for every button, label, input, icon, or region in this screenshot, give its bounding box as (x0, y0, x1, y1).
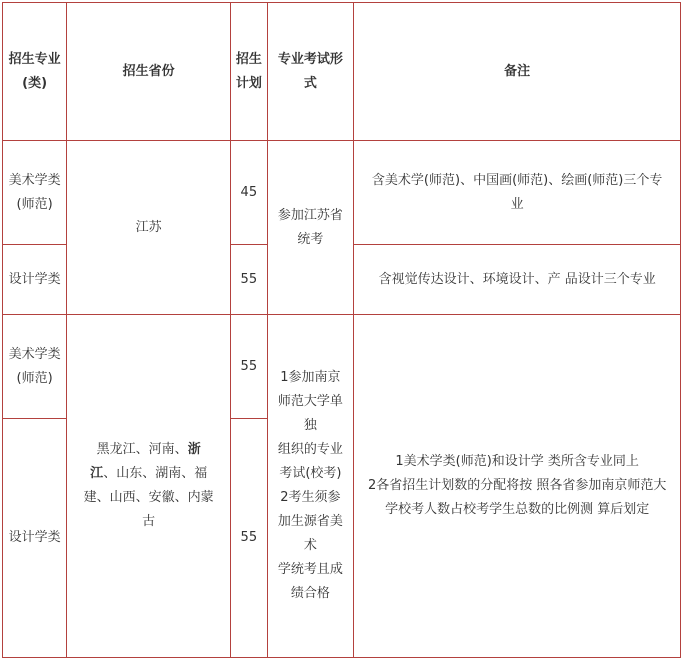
remarks-cell: 含视觉传达设计、环境设计、产 品设计三个专业 (354, 245, 681, 315)
exam-form-cell (267, 315, 354, 658)
provinces-cell: 江苏 (67, 141, 231, 315)
major-cell: 美术学类(师范) (3, 141, 67, 245)
provinces-text: 、山东、湖南、福建、山西、安徽、内蒙古 (83, 466, 214, 529)
header-provinces: 招生省份 (67, 3, 231, 141)
major-cell: 设计学类 (3, 419, 67, 658)
table-row (3, 141, 681, 245)
plan-cell: 45 (231, 141, 267, 245)
provinces-cell (67, 315, 231, 658)
header-exam-form: 专业考试形式 (267, 3, 354, 141)
major-cell: 设计学类 (3, 245, 67, 315)
plan-cell: 55 (231, 419, 267, 658)
provinces-highlight: 浙 (187, 442, 201, 457)
remarks-cell (354, 315, 681, 658)
remarks-line: 1美术学类(师范)和设计学 类所含专业同上 (395, 454, 639, 469)
exam-form-line: 学统考且成绩合格 (277, 562, 343, 601)
table-header-row (3, 3, 681, 141)
table-row (3, 315, 681, 419)
plan-cell: 55 (231, 315, 267, 419)
provinces-highlight: 江 (90, 466, 104, 481)
exam-form-line: 1参加南京师范大学单独 (277, 370, 343, 433)
exam-form-line: 2考生须参加生源省美术 (277, 490, 343, 553)
remarks-line: 2各省招生计划数的分配将按 照各省参加南京师范大学校考人数占校考学生总数的比例测 算后划定 (367, 478, 667, 517)
header-remarks: 备注 (354, 3, 681, 141)
header-major: 招生专业(类) (3, 3, 67, 141)
enrollment-table (2, 2, 681, 658)
remarks-cell: 含美术学(师范)、中国画(师范)、绘画(师范)三个专业 (354, 141, 681, 245)
plan-cell: 55 (231, 245, 267, 315)
major-cell: 美术学类(师范) (3, 315, 67, 419)
exam-form-cell: 参加江苏省统考 (267, 141, 354, 315)
header-plan: 招生计划 (231, 3, 267, 141)
provinces-text: 黑龙江、河南、 (96, 442, 188, 457)
exam-form-line: 组织的专业考试(校考) (277, 442, 343, 481)
